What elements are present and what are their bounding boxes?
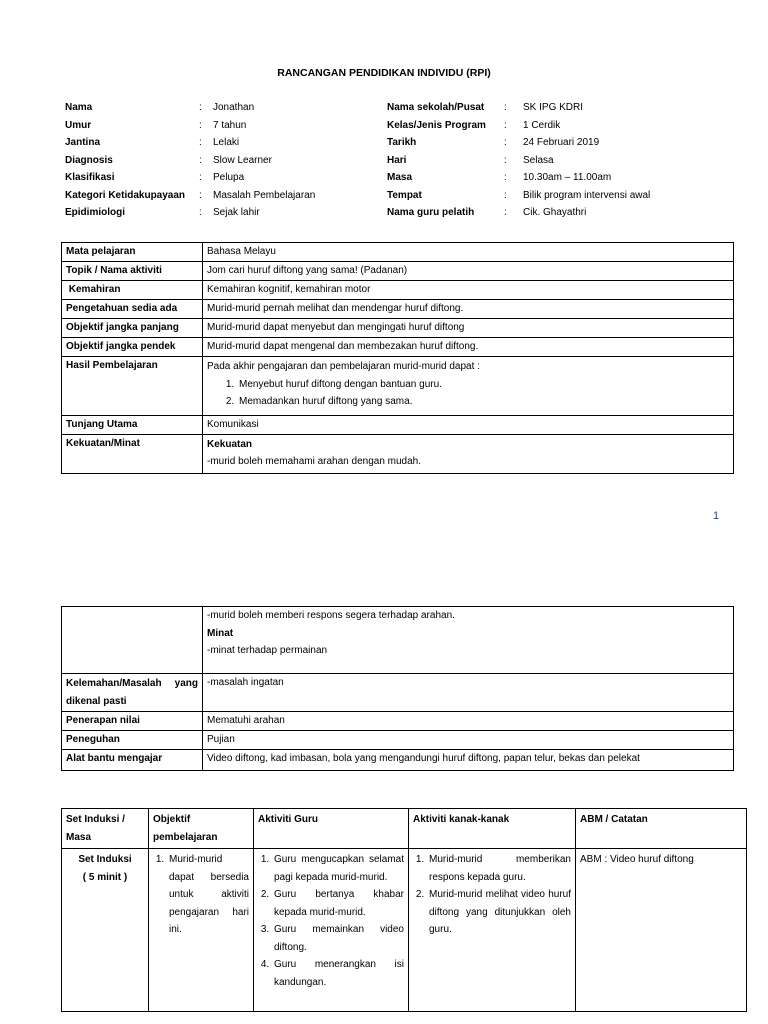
hasil-intro: Pada akhir pengajaran dan pembelajaran murid-murid dapat : bbox=[207, 361, 480, 372]
page-number: 1 bbox=[713, 510, 720, 522]
colon: : bbox=[504, 189, 507, 201]
list-item: 3. Guru memainkan video diftong. bbox=[272, 921, 404, 956]
row-label: Hasil Pembelajaran bbox=[62, 357, 203, 416]
colon: : bbox=[199, 189, 202, 201]
table-row bbox=[62, 434, 734, 473]
minat-heading: Minat bbox=[207, 627, 234, 639]
value-tempat: Bilik program intervensi awal bbox=[523, 189, 651, 201]
label-kategori: Kategori Ketidakupayaan bbox=[65, 189, 186, 201]
colon: : bbox=[504, 119, 507, 131]
lesson-plan-table bbox=[61, 808, 747, 1012]
colon: : bbox=[504, 207, 507, 218]
label-jantina: Jantina bbox=[65, 137, 101, 148]
value-masa: 10.30am – 11.00am bbox=[523, 172, 612, 183]
list-item: 2. Murid-murid melihat video huruf diftong yang ditunjukkan oleh guru. bbox=[427, 886, 571, 939]
row-value: Murid-murid dapat menyebut dan mengingati huruf diftong bbox=[203, 319, 734, 338]
row-label: Pengetahuan sedia ada bbox=[62, 300, 203, 319]
table-row bbox=[62, 357, 734, 416]
hasil-list bbox=[207, 376, 729, 411]
list-item: 1. Menyebut huruf diftong dengan bantuan guru. bbox=[237, 376, 729, 394]
info-left-labels bbox=[65, 99, 185, 222]
rpi-details-table bbox=[61, 242, 734, 474]
label-diagnosis: Diagnosis bbox=[65, 154, 113, 166]
kelemahan-label-b: yang bbox=[174, 678, 198, 689]
row-value: -masalah ingatan bbox=[203, 674, 734, 712]
value-hari: Selasa bbox=[523, 154, 554, 166]
header-set-induksi: Set Induksi / Masa bbox=[62, 809, 149, 849]
label-epidimiologi: Epidimiologi bbox=[65, 207, 125, 218]
colon: : bbox=[199, 207, 202, 218]
label-kelas: Kelas/Jenis Program bbox=[387, 119, 486, 131]
row-value: Video diftong, kad imbasan, bola yang mengandungi huruf diftong, papan telur, bekas dan pelekat bbox=[203, 750, 734, 771]
set-induksi-label: Set Induksi bbox=[78, 854, 132, 865]
value-nama-sekolah: SK IPG KDRI bbox=[523, 102, 584, 113]
list-item: 1. Guru mengucapkan selamat pagi kepada murid-murid. bbox=[272, 851, 404, 886]
colon: : bbox=[504, 137, 507, 148]
header-aktiviti-guru: Aktiviti Guru bbox=[254, 809, 409, 849]
list-item: 2. Guru bertanya khabar kepada murid-murid. bbox=[272, 886, 404, 921]
value-nama: Jonathan bbox=[213, 102, 255, 113]
rpi-continuation-table bbox=[61, 606, 734, 771]
list-item: 1. Murid-murid memberikan respons kepada guru. bbox=[427, 851, 571, 886]
row-value: Murid-murid pernah melihat dan mendengar huruf diftong. bbox=[203, 300, 734, 319]
info-right-values bbox=[523, 99, 650, 222]
row-value: Kemahiran kognitif, kemahiran motor bbox=[203, 281, 734, 300]
cell-set-induksi bbox=[62, 849, 149, 1012]
kekuatan-value: -murid boleh memahami arahan dengan mudah. bbox=[207, 455, 422, 467]
row-value: Mematuhi arahan bbox=[203, 712, 734, 731]
row-label bbox=[62, 607, 203, 674]
header-abm: ABM / Catatan bbox=[576, 809, 747, 849]
table-row bbox=[62, 607, 734, 674]
table-row bbox=[62, 281, 734, 300]
colon: : bbox=[199, 172, 202, 183]
row-label: Tunjang Utama bbox=[62, 415, 203, 434]
header-objektif: Objektif pembelajaran bbox=[149, 809, 254, 849]
colon: : bbox=[199, 154, 202, 166]
label-tempat: Tempat bbox=[387, 189, 422, 201]
list-item: 1. Murid-murid dapat bersedia untuk aktiviti pengajaran hari ini. bbox=[167, 851, 249, 939]
label-nama-guru: Nama guru pelatih bbox=[387, 207, 475, 218]
table-row bbox=[62, 731, 734, 750]
value-kelas: 1 Cerdik bbox=[523, 119, 561, 131]
value-umur: 7 tahun bbox=[213, 119, 247, 131]
colon: : bbox=[199, 137, 202, 148]
table-row bbox=[62, 319, 734, 338]
row-label: Objektif jangka panjang bbox=[62, 319, 203, 338]
value-diagnosis: Slow Learner bbox=[213, 154, 272, 166]
label-masa: Masa bbox=[387, 172, 413, 183]
colon: : bbox=[199, 102, 202, 113]
value-tarikh: 24 Februari 2019 bbox=[523, 137, 600, 148]
cell-objektif bbox=[149, 849, 254, 1012]
info-left-colons bbox=[199, 99, 202, 222]
table-row bbox=[62, 243, 734, 262]
cell-aktiviti-kanak bbox=[409, 849, 576, 1012]
row-value: Komunikasi bbox=[203, 415, 734, 434]
label-nama-sekolah: Nama sekolah/Pusat bbox=[387, 102, 485, 113]
table-row bbox=[62, 300, 734, 319]
colon: : bbox=[504, 154, 507, 166]
label-umur: Umur bbox=[65, 119, 92, 131]
row-label: Kemahiran bbox=[62, 281, 203, 300]
table-row bbox=[62, 262, 734, 281]
colon: : bbox=[504, 102, 507, 113]
header-aktiviti-kanak: Aktiviti kanak-kanak bbox=[409, 809, 576, 849]
minat-value: -minat terhadap permainan bbox=[207, 645, 328, 656]
table-row bbox=[62, 849, 747, 1012]
table-row bbox=[62, 712, 734, 731]
value-kategori: Masalah Pembelajaran bbox=[213, 189, 316, 201]
cell-abm: ABM : Video huruf diftong bbox=[576, 849, 747, 1012]
row-label: Penerapan nilai bbox=[62, 712, 203, 731]
info-left-values bbox=[213, 99, 315, 222]
kelemahan-label bbox=[66, 675, 198, 693]
value-klasifikasi: Pelupa bbox=[213, 172, 245, 183]
kekuatan-heading: Kekuatan bbox=[207, 438, 253, 450]
row-label: Kekuatan/Minat bbox=[62, 434, 203, 473]
table-row bbox=[62, 415, 734, 434]
kelemahan-label-a: Kelemahan/Masalah bbox=[66, 678, 162, 689]
info-right-labels bbox=[387, 99, 486, 222]
row-label bbox=[62, 674, 203, 712]
row-value bbox=[203, 357, 734, 416]
list-item: 4. Guru menerangkan isi kandungan. bbox=[272, 956, 404, 991]
cell-aktiviti-guru bbox=[254, 849, 409, 1012]
colon: : bbox=[199, 119, 202, 131]
value-nama-guru: Cik. Ghayathri bbox=[523, 207, 587, 218]
table-row bbox=[62, 750, 734, 771]
label-tarikh: Tarikh bbox=[387, 137, 417, 148]
label-nama: Nama bbox=[65, 102, 93, 113]
kelemahan-label-c: dikenal pasti bbox=[66, 695, 127, 707]
row-label: Alat bantu mengajar bbox=[62, 750, 203, 771]
row-value bbox=[203, 434, 734, 473]
label-klasifikasi: Klasifikasi bbox=[65, 172, 115, 183]
label-hari: Hari bbox=[387, 154, 407, 166]
row-label: Topik / Nama aktiviti bbox=[62, 262, 203, 281]
table-header-row bbox=[62, 809, 747, 849]
info-right-colons bbox=[504, 99, 507, 222]
row-value: Pujian bbox=[203, 731, 734, 750]
row-value: Bahasa Melayu bbox=[203, 243, 734, 262]
kekuatan-continuation: -murid boleh memberi respons segera terhadap arahan. bbox=[207, 610, 455, 621]
row-label: Peneguhan bbox=[62, 731, 203, 750]
row-value: Jom cari huruf diftong yang sama! (Padanan) bbox=[203, 262, 734, 281]
document-title: RANCANGAN PENDIDIKAN INDIVIDU (RPI) bbox=[277, 67, 491, 79]
colon: : bbox=[504, 172, 507, 183]
row-value: Murid-murid dapat mengenal dan membezakan huruf diftong. bbox=[203, 338, 734, 357]
row-label: Mata pelajaran bbox=[62, 243, 203, 262]
row-label: Objektif jangka pendek bbox=[62, 338, 203, 357]
table-row bbox=[62, 338, 734, 357]
list-item: 2. Memadankan huruf diftong yang sama. bbox=[237, 393, 729, 411]
set-induksi-masa: ( 5 minit ) bbox=[82, 871, 128, 883]
value-epidimiologi: Sejak lahir bbox=[213, 207, 260, 218]
row-value bbox=[203, 607, 734, 674]
value-jantina: Lelaki bbox=[213, 137, 240, 148]
table-row bbox=[62, 674, 734, 712]
